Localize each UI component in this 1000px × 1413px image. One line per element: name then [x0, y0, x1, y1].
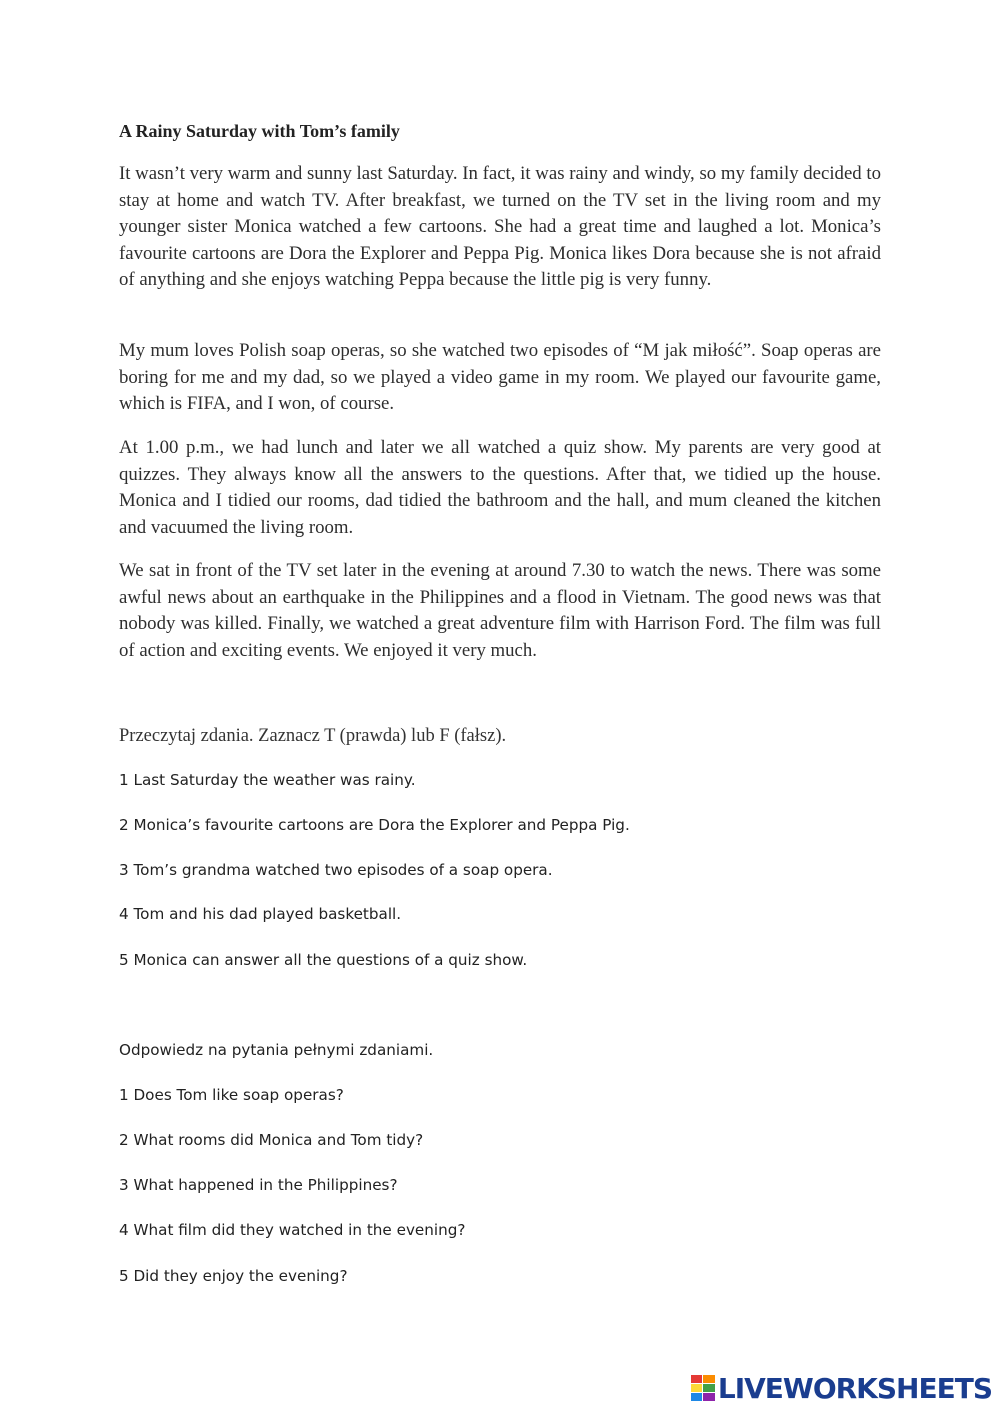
question-3: 3 What happened in the Philippines? — [119, 1176, 398, 1194]
question-5: 5 Did they enjoy the evening? — [119, 1267, 348, 1285]
story-paragraph-4: We sat in front of the TV set later in the evening at around 7.30 to watch the news. There was some awful news about an earthquake in the Philippines and a flood in Vietnam. The good news was that nobody was killed. Finally, we watched a great adventure film with Harrison Ford. The film was full of action and exciting events. We enjoyed it very much. — [119, 560, 881, 661]
question-4: 4 What film did they watched in the evening? — [119, 1221, 466, 1239]
story-title: A Rainy Saturday with Tom’s family — [119, 121, 400, 141]
true-false-item-2: 2 Monica’s favourite cartoons are Dora the Explorer and Peppa Pig. — [119, 816, 630, 834]
logo-mark-icon — [691, 1375, 715, 1401]
true-false-instruction: Przeczytaj zdania. Zaznacz T (prawda) lub F (fałsz). — [119, 726, 507, 746]
true-false-item-4: 4 Tom and his dad played basketball. — [119, 905, 402, 923]
liveworksheets-logo — [691, 1371, 992, 1405]
story-paragraph-2: My mum loves Polish soap operas, so she watched two episodes of “M jak miłość”. Soap operas are boring for me and my dad, so we played a video game in my room. We played our favourite game, which is FIFA, and I won, of course. — [119, 340, 881, 414]
true-false-item-5: 5 Monica can answer all the questions of a quiz show. — [119, 951, 528, 969]
question-1: 1 Does Tom like soap operas? — [119, 1086, 344, 1104]
true-false-item-1: 1 Last Saturday the weather was rainy. — [119, 771, 416, 789]
question-2: 2 What rooms did Monica and Tom tidy? — [119, 1131, 424, 1149]
logo-text: LIVEWORKSHEETS — [717, 1371, 992, 1405]
story-paragraph-3: At 1.00 p.m., we had lunch and later we all watched a quiz show. My parents are very good at quizzes. They always know all the answers to the questions. After that, we tidied up the house. Monica and I tidied our rooms, dad tidied the bathroom and the hall, and mum cleaned the kitchen and vacuumed the living room. — [119, 437, 881, 538]
questions-instruction: Odpowiedz na pytania pełnymi zdaniami. — [119, 1041, 434, 1059]
true-false-item-3: 3 Tom’s grandma watched two episodes of a soap opera. — [119, 861, 553, 879]
story-paragraph-1: It wasn’t very warm and sunny last Saturday. In fact, it was rainy and windy, so my family decided to stay at home and watch TV. After breakfast, we turned on the TV set in the living room and my younger sister Monica watched a few cartoons. She had a great time and laughed a lot. Monica’s favourite cartoons are Dora the Explorer and Peppa Pig. Monica likes Dora because she is not afraid of anything and she enjoys watching Peppa because the little pig is very funny. — [119, 163, 881, 290]
